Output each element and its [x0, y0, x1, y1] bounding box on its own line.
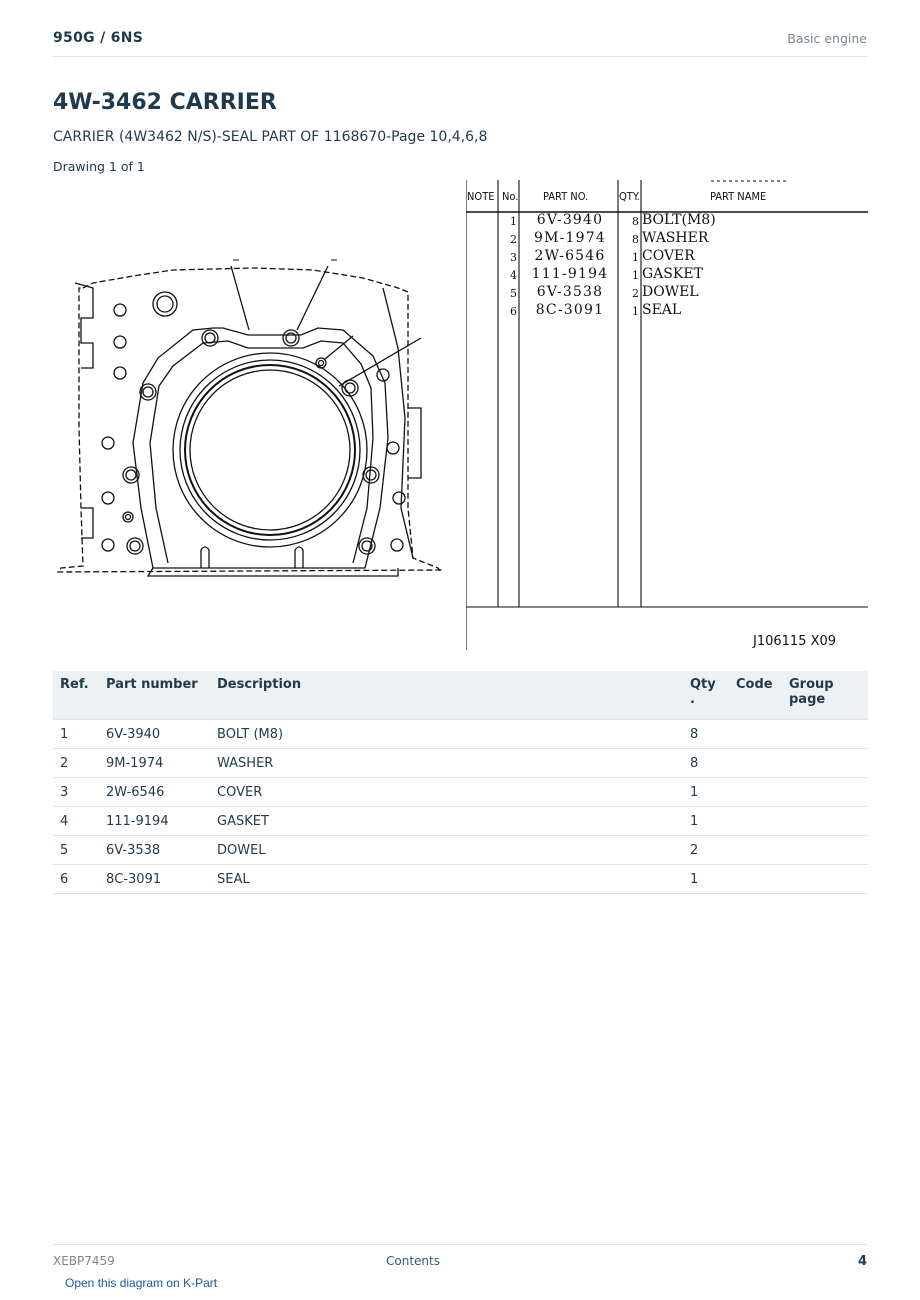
table-header-row — [53, 671, 868, 720]
scan-row: 2 9M-1974 8 WASHER — [510, 230, 709, 246]
col-group-page: Group page — [782, 671, 868, 720]
document-id: XEBP7459 — [53, 1254, 115, 1268]
col-description: Description — [210, 671, 683, 720]
scan-header-part-name: PART NAME — [710, 190, 767, 203]
col-code: Code — [729, 671, 782, 720]
kpart-link[interactable]: Open this diagram on K-Part — [65, 1276, 218, 1290]
scanned-parts-list — [466, 180, 868, 650]
table-row: 5 6V-3538 DOWEL 2 — [53, 836, 868, 865]
drawing-count: Drawing 1 of 1 — [53, 159, 145, 174]
page-header — [53, 28, 867, 57]
scan-row: 5 6V-3538 2 DOWEL — [510, 284, 699, 300]
table-row: 3 2W-6546 COVER 1 — [53, 778, 868, 807]
col-ref: Ref. — [53, 671, 99, 720]
table-row: 6 8C-3091 SEAL 1 — [53, 865, 868, 894]
table-row: 2 9M-1974 WASHER 8 — [53, 749, 868, 778]
scan-header-no: No. — [502, 190, 519, 203]
scan-header-note: NOTE — [467, 190, 495, 203]
scan-row: 3 2W-6546 1 COVER — [510, 248, 695, 264]
table-row: 1 6V-3940 BOLT (M8) 8 — [53, 720, 868, 749]
scan-row: 4 111-9194 1 GASKET — [510, 266, 703, 282]
scan-row: 1 6V-3940 8 BOLT(M8) — [510, 212, 716, 228]
scan-row: 6 8C-3091 1 SEAL — [510, 302, 682, 318]
contents-link[interactable]: Contents — [386, 1254, 440, 1268]
table-row: 4 111-9194 GASKET 1 — [53, 807, 868, 836]
section-label: Basic engine — [787, 31, 867, 46]
col-qty: Qty . — [683, 671, 729, 720]
col-part-number: Part number — [99, 671, 210, 720]
parts-table — [53, 671, 868, 894]
drawing-code: J106115 X09 — [753, 634, 837, 649]
page-title: 4W-3462 CARRIER — [53, 90, 277, 115]
model-label: 950G / 6NS — [53, 30, 144, 46]
page-number: 4 — [857, 1254, 867, 1269]
scan-header-qty: QTY. — [619, 190, 640, 203]
page-footer — [53, 1244, 867, 1275]
page-subtitle: CARRIER (4W3462 N/S)-SEAL PART OF 1168670-Page 10,4,6,8 — [53, 129, 488, 145]
scan-header-part-no: PART NO. — [543, 190, 589, 203]
